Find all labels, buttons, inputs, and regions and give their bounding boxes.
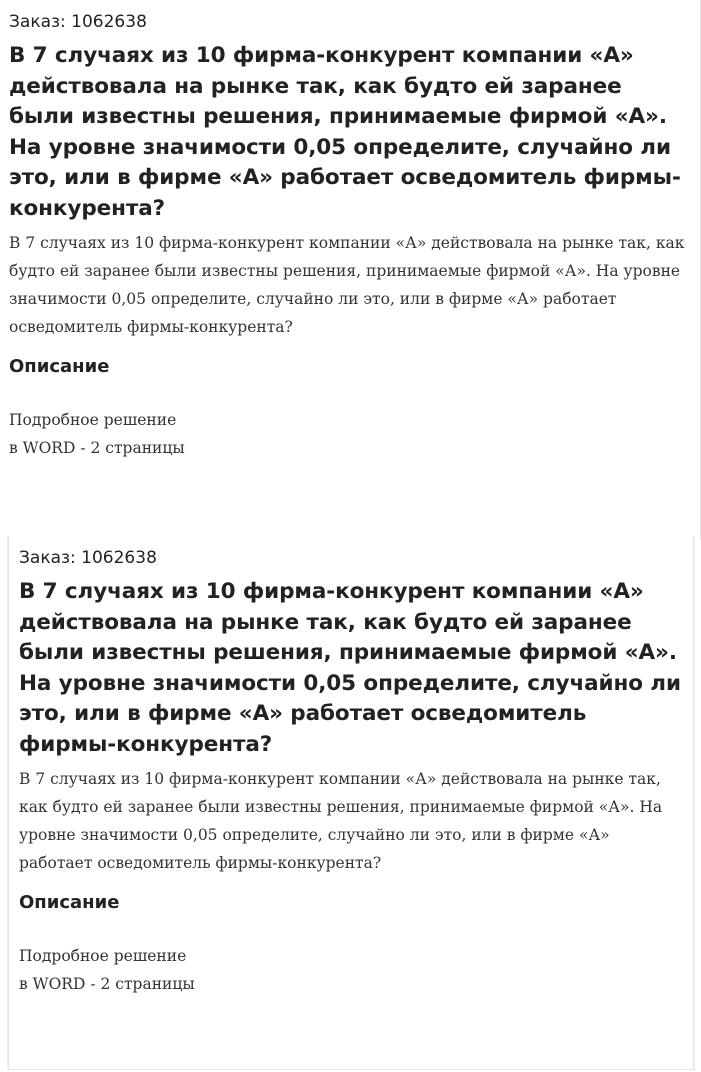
- description-heading: Описание: [9, 356, 110, 377]
- description-line-1: Подробное решение: [19, 947, 187, 965]
- description-line-2: в WORD - 2 страницы: [19, 975, 195, 993]
- task-text: В 7 случаях из 10 фирма-конкурент компании «А» действовала на рынке так, как будто ей заранее были известны решения, принимаемые фирмой «А». На уровне значимости 0,05 определите, случайно ли это, или в фирме «А» работает осведомитель фирмы-конкурента?: [9, 234, 685, 336]
- order-number: Заказ: 1062638: [9, 12, 147, 32]
- description-line-1: Подробное решение: [9, 411, 177, 429]
- task-title: В 7 случаях из 10 фирма-конкурент компании «А» действовала на рынке так, как будто ей заранее были известны решения, принимаемые фирмой «А». На уровне значимости 0,05 определите, случайно ли это, или в фирме «А» работает осведомитель фирмы-конкурента?: [19, 579, 681, 757]
- order-card-2: [8, 536, 694, 1070]
- order-number: Заказ: 1062638: [19, 548, 157, 568]
- description-text: [19, 942, 681, 998]
- task-text: В 7 случаях из 10 фирма-конкурент компании «А» действовала на рынке так, как будто ей заранее были известны решения, принимаемые фирмой «А». На уровне значимости 0,05 определите, случайно ли это, или в фирме «А» работает осведомитель фирмы-конкурента?: [19, 770, 663, 872]
- task-title: В 7 случаях из 10 фирма-конкурент компании «А» действовала на рынке так, как будто ей заранее были известны решения, принимаемые фирмой «А». На уровне значимости 0,05 определите, случайно ли это, или в фирме «А» работает осведомитель фирмы-конкурента?: [9, 43, 681, 221]
- description-heading: Описание: [19, 892, 120, 913]
- description-text: [9, 406, 686, 462]
- description-line-2: в WORD - 2 страницы: [9, 439, 185, 457]
